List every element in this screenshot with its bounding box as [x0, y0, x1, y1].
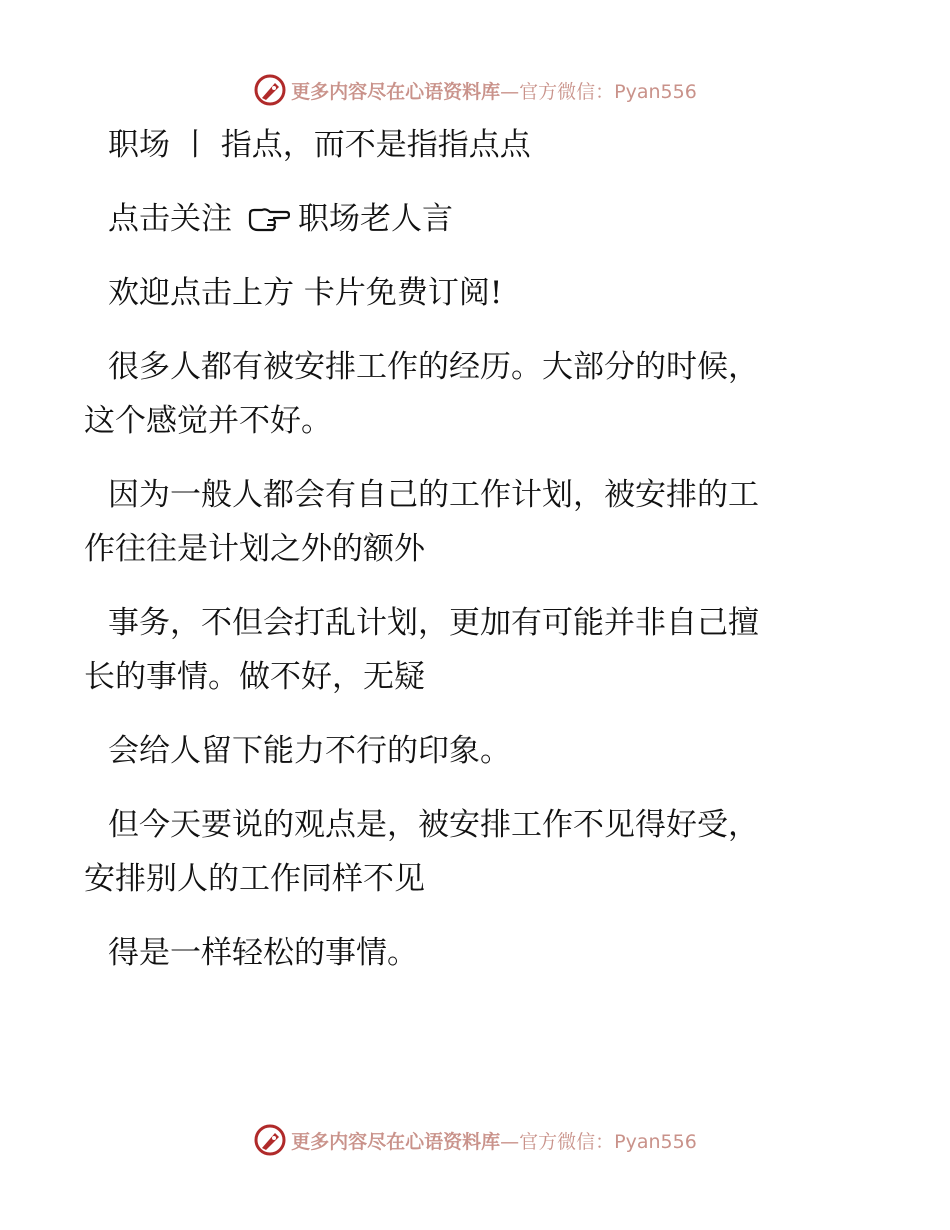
pointing-hand-icon	[246, 206, 290, 232]
watermark-contact: —官方微信：Pyan556	[500, 80, 697, 103]
bottom-watermark-banner	[0, 1120, 950, 1160]
pen-nib-logo	[253, 1123, 287, 1157]
paragraph-3	[84, 596, 836, 704]
paragraph-line: 长的事情。做不好，无疑	[84, 659, 425, 695]
paragraph-5	[84, 798, 836, 906]
subscribe-line: 欢迎点击上方 卡片免费订阅!	[108, 275, 503, 311]
paragraph-line: 这个感觉并不好。	[84, 403, 332, 439]
paragraph-2	[84, 468, 836, 576]
paragraph-line: 作往往是计划之外的额外	[84, 531, 425, 567]
paragraph-line: 因为一般人都会有自己的工作计划，被安排的工	[108, 477, 759, 513]
pen-nib-logo	[253, 73, 287, 107]
paragraph-line: 得是一样轻松的事情。	[108, 935, 418, 971]
paragraph-1	[84, 340, 836, 448]
watermark-text: 更多内容尽在心语资料库	[291, 80, 501, 103]
paragraph-line: 会给人留下能力不行的印象。	[108, 733, 511, 769]
watermark-contact: —官方微信：Pyan556	[500, 1130, 697, 1153]
document-body	[84, 118, 836, 1000]
paragraph-line: 很多人都有被安排工作的经历。大部分的时候，	[108, 349, 759, 385]
follow-line	[96, 192, 836, 246]
follow-account: 职场老人言	[298, 201, 453, 237]
paragraph-line: 安排别人的工作同样不见	[84, 861, 425, 897]
paragraph-6	[96, 926, 836, 980]
header-title: 职场 丨 指点，而不是指指点点	[108, 127, 531, 163]
watermark-text: 更多内容尽在心语资料库	[291, 1130, 501, 1153]
paragraph-4	[96, 724, 836, 778]
paragraph-line: 但今天要说的观点是，被安排工作不见得好受，	[108, 807, 759, 843]
top-watermark-banner	[0, 70, 950, 110]
follow-prefix: 点击关注	[108, 201, 232, 237]
paragraph-line: 事务，不但会打乱计划，更加有可能并非自己擅	[108, 605, 759, 641]
